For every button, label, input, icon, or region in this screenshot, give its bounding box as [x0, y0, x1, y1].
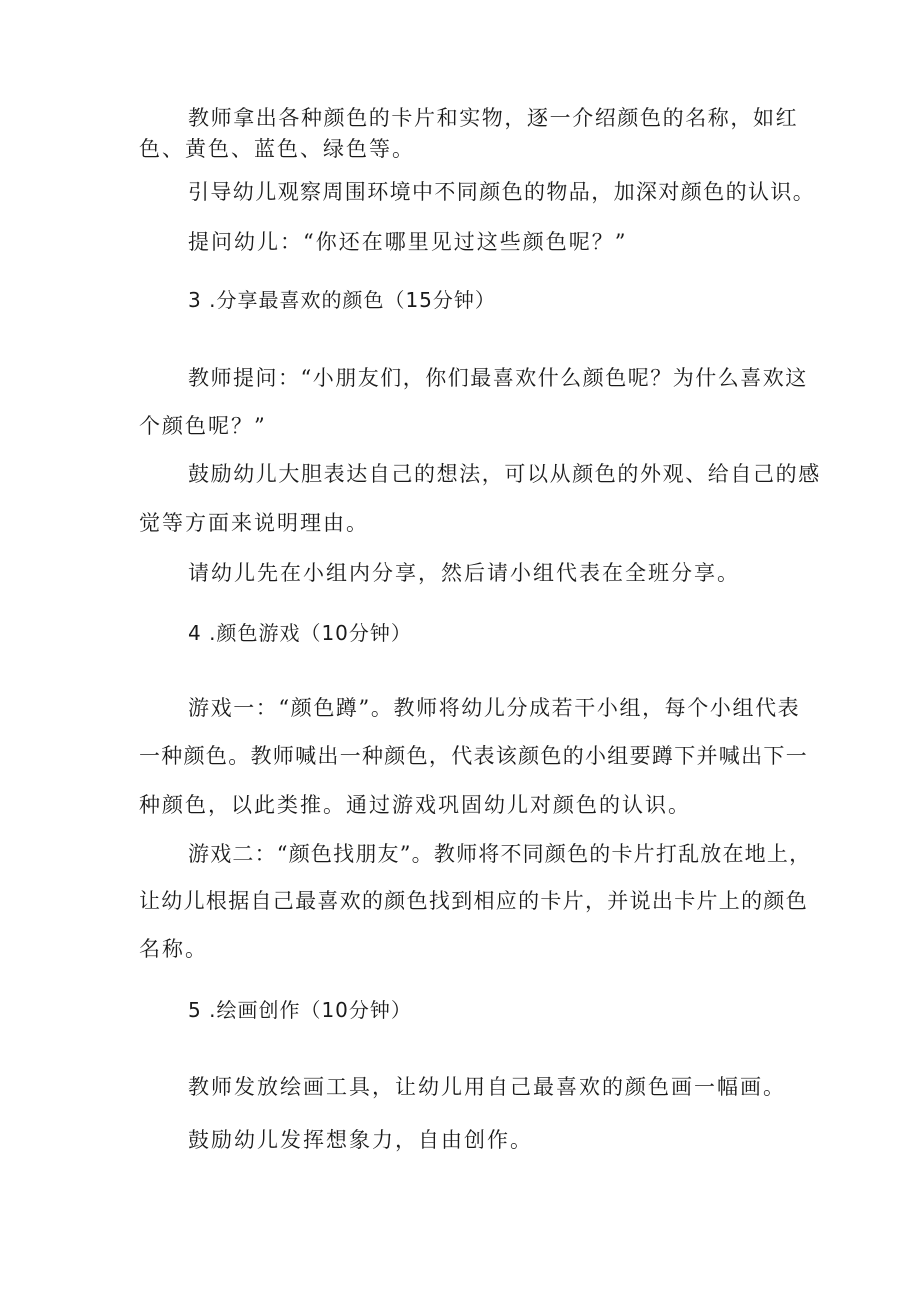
paragraph-line: 教师提问：“小朋友们，你们最喜欢什么颜色呢？为什么喜欢这: [188, 366, 808, 390]
paragraph-line: 个颜色呢？”: [139, 414, 267, 438]
paragraph-line: 请幼儿先在小组内分享，然后请小组代表在全班分享。: [188, 561, 740, 585]
paragraph-line: 鼓励幼儿大胆表达自己的想法，可以从颜色的外观、给自己的感: [188, 462, 821, 486]
paragraph-line: 种颜色，以此类推。通过游戏巩固幼儿对颜色的认识。: [139, 793, 691, 817]
paragraph-line: 提问幼儿：“你还在哪里见过这些颜色呢？”: [188, 230, 628, 254]
paragraph-line: 让幼儿根据自己最喜欢的颜色找到相应的卡片，并说出卡片上的颜色: [139, 889, 808, 913]
paragraph-line: 一种颜色。教师喊出一种颜色，代表该颜色的小组要蹲下并喊出下一: [139, 744, 808, 768]
paragraph-line: 教师拿出各种颜色的卡片和实物，逐一介绍颜色的名称，如红: [188, 106, 799, 130]
paragraph-line: 游戏一：“颜色蹲”。教师将幼儿分成若干小组，每个小组代表: [188, 696, 801, 720]
paragraph-line: 鼓励幼儿发挥想象力，自由创作。: [188, 1128, 533, 1152]
paragraph-line: 引导幼儿观察周围环境中不同颜色的物品，加深对颜色的认识。: [188, 180, 816, 204]
section-heading: 3 .分享最喜欢的颜色（15分钟）: [188, 288, 496, 312]
paragraph-line: 名称。: [139, 937, 208, 961]
paragraph-line: 游戏二：“颜色找朋友”。教师将不同颜色的卡片打乱放在地上，: [188, 842, 812, 866]
section-heading: 4 .颜色游戏（10分钟）: [188, 621, 412, 645]
section-heading: 5 .绘画创作（10分钟）: [188, 998, 412, 1022]
paragraph-line: 觉等方面来说明理由。: [139, 511, 369, 535]
paragraph-line: 教师发放绘画工具，让幼儿用自己最喜欢的颜色画一幅画。: [188, 1075, 786, 1099]
paragraph-line: 色、黄色、蓝色、绿色等。: [139, 137, 415, 161]
